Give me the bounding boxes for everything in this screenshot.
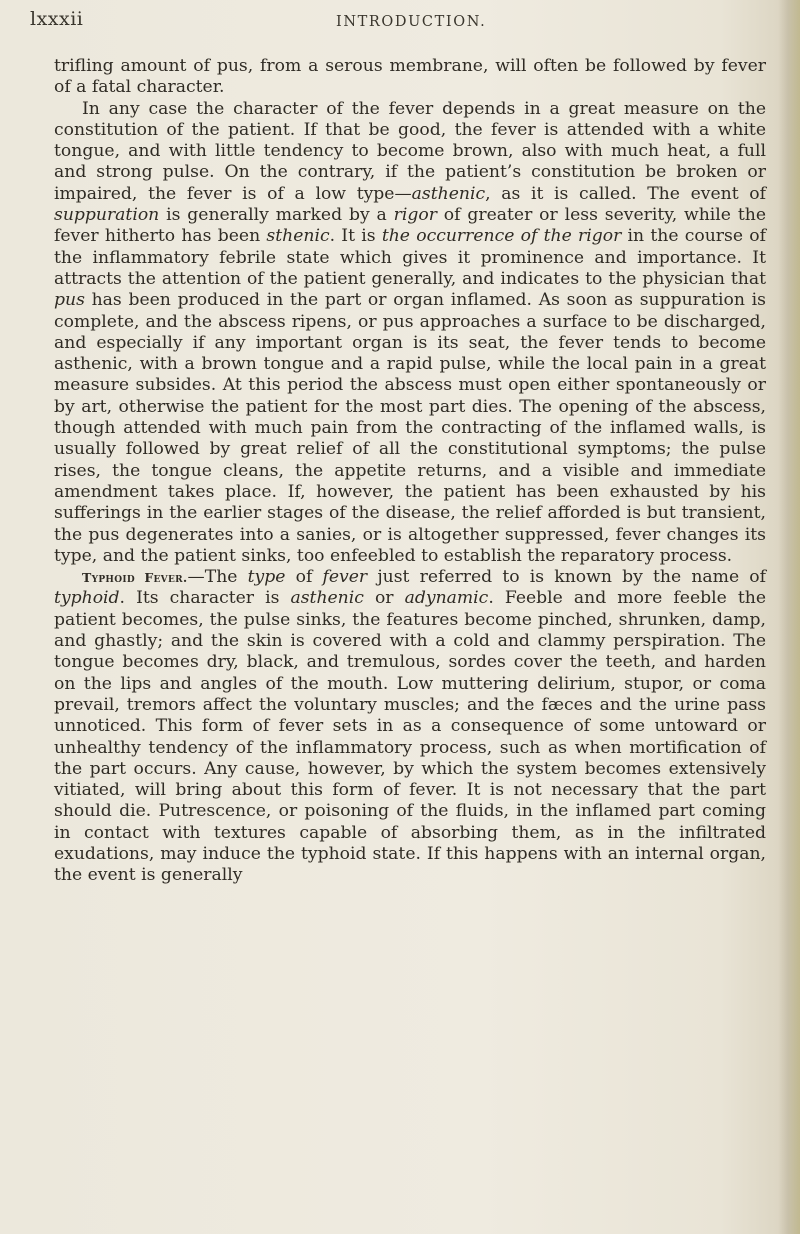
body-text — [54, 56, 766, 887]
section-heading: Typhoid Fever. — [82, 570, 188, 586]
page-number: lxxxii — [30, 8, 84, 30]
italic-term: the occurrence of the rigor — [381, 226, 622, 247]
italic-term: pus — [54, 290, 85, 311]
italic-term: fever — [322, 567, 368, 588]
italic-term: adynamic — [404, 588, 489, 609]
italic-term: typhoid — [54, 588, 120, 609]
text-run: or — [363, 588, 405, 609]
italic-term: asthenic — [290, 588, 364, 609]
italic-term: rigor — [393, 205, 437, 226]
text-run: . Feeble and more feeble the patient becomes, the pulse sinks, the features become pinched, shrunken, damp, and ghastly; and the skin is covered with a cold and clammy perspiration. The tongue becomes dry, black, and tremulous, sordes cover the teeth, and harden on the lips and angles of the mouth. Low muttering delirium, stupor, or coma prevail, tremors affect the voluntary muscles; and the fæces and the urine pass unnoticed. This form of fever sets in as a consequence of some untoward or unhealthy tendency of the inflammatory process, such as when mortification of the part occurs. Any cause, however, by which the system becomes extensively vitiated, will bring about this form of fever. It is not necessary that the part should die. Putrescence, or poisoning of the fluids, in the inflamed part coming in contact with textures capable of absorbing them, as in the infiltrated exudations, may induce the typhoid state. If this happens with an internal organ, the event is generally — [54, 588, 767, 886]
text-run: of greater or less severity, while the fever hitherto has been — [54, 205, 766, 247]
paragraph-fever-character — [54, 99, 766, 568]
text-run: —The — [187, 567, 248, 588]
page-header — [30, 8, 760, 38]
text-run: just referred to is known by the name of — [367, 567, 767, 588]
italic-term: type — [247, 567, 286, 588]
italic-term: asthenic — [411, 183, 486, 204]
text-run: has been produced in the part or organ inflamed. As soon as suppuration is complete, and the abscess ripens, or pus approaches a surface to be discharged, and especially if any important organ is its seat, the fever tends to become asthenic, with a brown tongue and a rapid pulse, while the local pain in a great measure subsides. At this period the abscess must open either spontaneously or by art, otherwise the patient for the most part dies. The opening of the abscess, though attended with much pain from the contracting of the inflamed walls, is usually followed by great relief of all the constitutional symptoms; the pulse rises, the tongue cleans, the appetite returns, and a visible and immediate amendment takes place. If, however, the patient has been exhausted by his sufferings in the earlier stages of the disease, the relief afforded is but transient, the pus degenerates into a sanies, or is altogether suppressed, fever changes its type, and the patient sinks, too enfeebled to establish the reparatory process. — [54, 290, 766, 566]
paragraph-typhoid-fever — [54, 567, 766, 886]
italic-term: suppuration — [54, 205, 160, 226]
text-run: of — [285, 567, 323, 588]
text-run: In any case the character of the fever depends in a great measure on the constitution of the patient. If that be good, the fever is attended with a white tongue, and with little tendency to become brown, also with much heat, a full and strong pulse. On the contrary, if the patient’s constitution be broken or impaired, the fever is of a low type— — [54, 98, 766, 204]
running-head: INTRODUCTION. — [336, 14, 487, 30]
text-run: in the course of the inflammatory febrile state which gives it prominence and importance. It attracts the attention of the patient generally, and indicates to the physician that — [54, 226, 766, 289]
paragraph-continuation — [54, 56, 766, 99]
text-run: , as it is called. The event of — [485, 183, 766, 204]
text-run: is generally marked by a — [159, 205, 394, 226]
text-run: . It is — [329, 226, 382, 247]
text-run: . Its character is — [119, 588, 291, 609]
italic-term: sthenic — [266, 226, 330, 247]
page-edge-shadow — [778, 0, 800, 1234]
text-run: trifling amount of pus, from a serous membrane, will often be followed by fever of a fatal character. — [54, 56, 766, 98]
